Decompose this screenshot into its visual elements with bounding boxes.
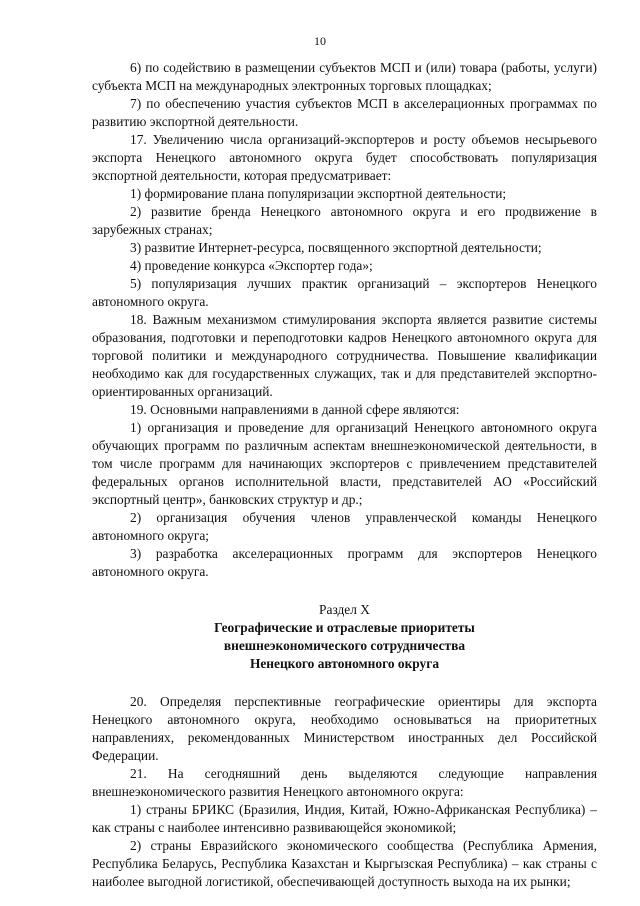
section-label: Раздел X xyxy=(319,602,370,617)
paragraph: 1) страны БРИКС (Бразилия, Индия, Китай, Южно-Африканская Республика) – как страны с наиболее интенсивно развивающейся экономикой; xyxy=(92,802,597,835)
paragraph: 1) организация и проведение для организаций Ненецкого автономного округа обучающих программ по различным аспектам внешнеэкономической деятельности, в том числе программ для начинающих экспортеров с привлечением представителей федеральных органов исполнительной власти, представителей АО «Российский экспортный центр», банковских структур и др.; xyxy=(92,420,597,507)
paragraph: 5) популяризация лучших практик организаций – экспортеров Ненецкого автономного округа. xyxy=(92,276,597,309)
paragraph: 2) организация обучения членов управленческой команды Ненецкого автономного округа; xyxy=(92,510,597,543)
paragraph: 6) по содействию в размещении субъектов МСП и (или) товара (работы, услуги) субъекта МСП на международных электронных торговых площадках; xyxy=(92,60,597,93)
paragraph: 21. На сегодняшний день выделяются следующие направления внешнеэкономического развития Ненецкого автономного округа: xyxy=(92,766,597,799)
section-title-line: Ненецкого автономного округа xyxy=(249,656,440,671)
paragraph: 19. Основными направлениями в данной сфере являются: xyxy=(130,402,460,417)
spacer xyxy=(92,673,597,693)
paragraph: 1) формирование плана популяризации экспортной деятельности; xyxy=(130,186,507,201)
document-body xyxy=(92,59,597,891)
paragraph: 20. Определяя перспективные географические ориентиры для экспорта Ненецкого автономного округа, необходимо основываться на приоритетных направлениях, рекомендованных Министерством иностранных дел Российской Федерации. xyxy=(92,694,597,763)
paragraph: 2) страны Евразийского экономического сообщества (Республика Армения, Республика Беларусь, Республика Казахстан и Кыргызская Республика) – как страны с наиболее выгодной логистикой, обеспечивающей доступность выхода на их рынки; xyxy=(92,838,597,889)
paragraph: 3) развитие Интернет-ресурса, посвященного экспортной деятельности; xyxy=(130,240,542,255)
spacer xyxy=(92,581,597,601)
paragraph: 3) разработка акселерационных программ для экспортеров Ненецкого автономного округа. xyxy=(92,546,597,579)
paragraph: 2) развитие бренда Ненецкого автономного округа и его продвижение в зарубежных странах; xyxy=(92,204,597,237)
paragraph: 7) по обеспечению участия субъектов МСП в акселерационных программах по развитию экспортной деятельности. xyxy=(92,96,597,129)
paragraph: 17. Увеличению числа организаций-экспортеров и росту объемов несырьевого экспорта Ненецкого автономного округа будет способствовать популяризация экспортной деятельности, которая предусматривает: xyxy=(92,132,597,183)
paragraph: 4) проведение конкурса «Экспортер года»; xyxy=(130,258,373,273)
section-title-line: Географические и отраслевые приоритеты xyxy=(214,620,475,635)
page-number: 10 xyxy=(314,34,326,48)
paragraph: 18. Важным механизмом стимулирования экспорта является развитие системы образования, подготовки и переподготовки кадров Ненецкого автономного округа для торговой политики и международного сотрудничества. Повышение квалификации необходимо как для государственных служащих, так и для представителей экспортно-ориентированных организаций. xyxy=(92,312,597,399)
section-title-line: внешнеэкономического сотрудничества xyxy=(223,638,466,653)
